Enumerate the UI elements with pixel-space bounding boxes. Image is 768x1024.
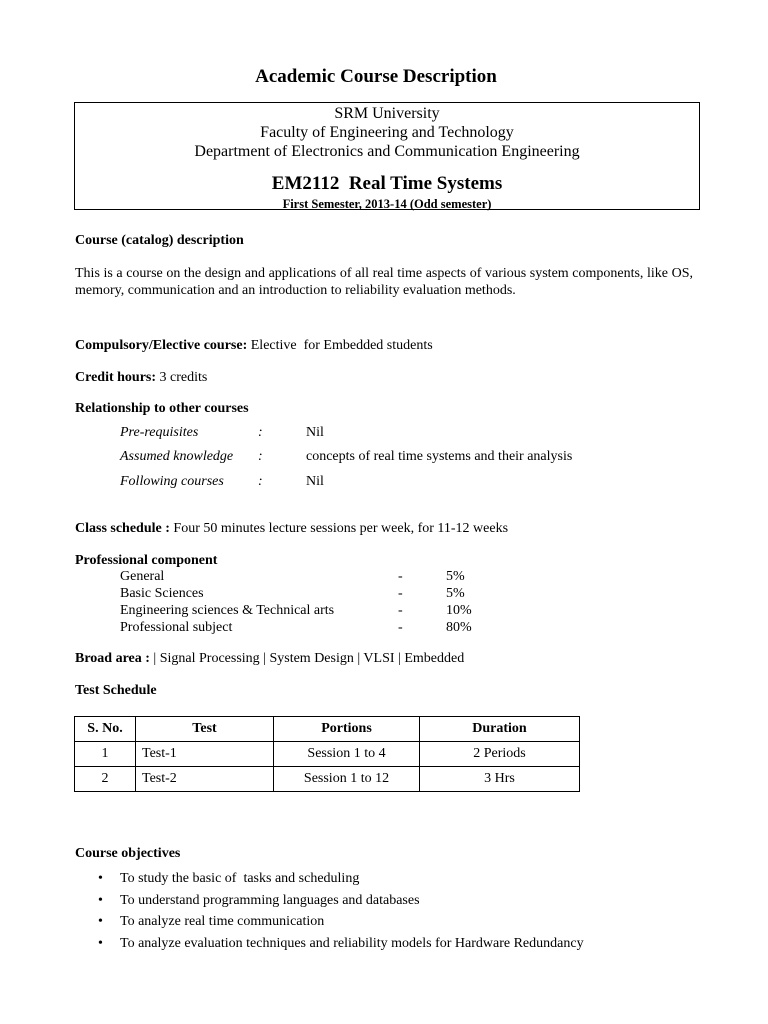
objectives-heading: Course objectives <box>75 846 181 861</box>
compulsory-label: Compulsory/Elective course: <box>75 338 248 353</box>
following-courses-label: Following courses <box>120 474 224 489</box>
component-percent: 80% <box>446 620 472 635</box>
prerequisites-value: Nil <box>306 425 324 440</box>
catalog-heading: Course (catalog) description <box>75 233 244 248</box>
department-name: Department of Electronics and Communication Engineering <box>194 143 580 160</box>
assumed-knowledge-label: Assumed knowledge <box>120 449 234 464</box>
column-header: S. No. <box>75 717 136 742</box>
component-dash: - <box>398 603 403 618</box>
schedule-value: Four 50 minutes lecture sessions per week, for 11-12 weeks <box>173 521 509 536</box>
component-percent: 5% <box>446 586 465 601</box>
broad-area-value: | Signal Processing | System Design | VLSI | Embedded <box>153 651 465 666</box>
component-percent: 5% <box>446 569 465 584</box>
schedule-label: Class schedule : <box>75 521 170 536</box>
assumed-knowledge-value: concepts of real time systems and their analysis <box>306 449 573 464</box>
following-courses-value: Nil <box>306 474 324 489</box>
table-cell: Session 1 to 12 <box>274 767 420 792</box>
course-header-box <box>74 102 700 210</box>
table-cell: 3 Hrs <box>420 767 580 792</box>
test-schedule-table <box>74 716 580 792</box>
component-dash: - <box>398 586 403 601</box>
catalog-description: This is a course on the design and applications of all real time aspects of various system components, like OS, memory, communication and an introduction to reliability evaluation methods. <box>75 266 693 298</box>
list-item <box>98 934 584 956</box>
table-header-row <box>75 717 580 742</box>
column-header: Portions <box>274 717 420 742</box>
broad-area-label: Broad area : <box>75 651 150 666</box>
component-name: Professional subject <box>120 620 233 635</box>
list-item <box>98 869 584 891</box>
broad-area-line <box>75 651 464 667</box>
compulsory-value: Elective for Embedded students <box>250 338 433 353</box>
credit-label: Credit hours: <box>75 370 157 385</box>
table-cell: 1 <box>75 742 136 767</box>
course-title: EM2112 Real Time Systems <box>271 173 503 194</box>
table-cell: Session 1 to 4 <box>274 742 420 767</box>
class-schedule-line <box>75 521 508 537</box>
objective-text: To analyze evaluation techniques and reliability models for Hardware Redundancy <box>120 936 584 952</box>
component-dash: - <box>398 569 403 584</box>
test-schedule-heading: Test Schedule <box>75 683 157 698</box>
bullet-icon: • <box>98 892 103 908</box>
relationship-heading: Relationship to other courses <box>75 401 249 416</box>
component-dash: - <box>398 620 403 635</box>
objective-text: To understand programming languages and databases <box>120 892 420 908</box>
bullet-icon: • <box>98 936 103 952</box>
semester-label: First Semester, 2013-14 (Odd semester) <box>282 197 492 211</box>
prerequisites-sep: : <box>258 425 263 440</box>
bullet-icon: • <box>98 871 103 886</box>
component-name: General <box>120 569 165 584</box>
credit-value: 3 credits <box>159 370 208 385</box>
column-header: Test <box>136 717 274 742</box>
page-title: Academic Course Description <box>255 66 497 87</box>
credit-hours-line <box>75 370 207 386</box>
table-cell: Test-2 <box>136 767 274 792</box>
list-item <box>98 891 584 913</box>
university-name: SRM University <box>334 105 440 122</box>
list-item <box>98 912 584 934</box>
bullet-icon: • <box>98 914 103 930</box>
faculty-name: Faculty of Engineering and Technology <box>260 124 514 141</box>
professional-heading: Professional component <box>75 553 218 568</box>
table-row <box>75 742 580 767</box>
table-cell: 2 <box>75 767 136 792</box>
objectives-list <box>98 869 584 956</box>
table-cell: Test-1 <box>136 742 274 767</box>
table-row <box>75 767 580 792</box>
prerequisites-label: Pre-requisites <box>120 425 199 440</box>
component-name: Basic Sciences <box>120 586 204 601</box>
table-cell: 2 Periods <box>420 742 580 767</box>
column-header: Duration <box>420 717 580 742</box>
component-percent: 10% <box>446 603 472 618</box>
assumed-knowledge-sep: : <box>258 449 263 464</box>
objective-text: To study the basic of tasks and scheduling <box>120 871 360 886</box>
component-name: Engineering sciences & Technical arts <box>120 603 335 618</box>
following-courses-sep: : <box>258 474 263 489</box>
compulsory-elective-line <box>75 338 433 354</box>
objective-text: To analyze real time communication <box>120 914 325 930</box>
